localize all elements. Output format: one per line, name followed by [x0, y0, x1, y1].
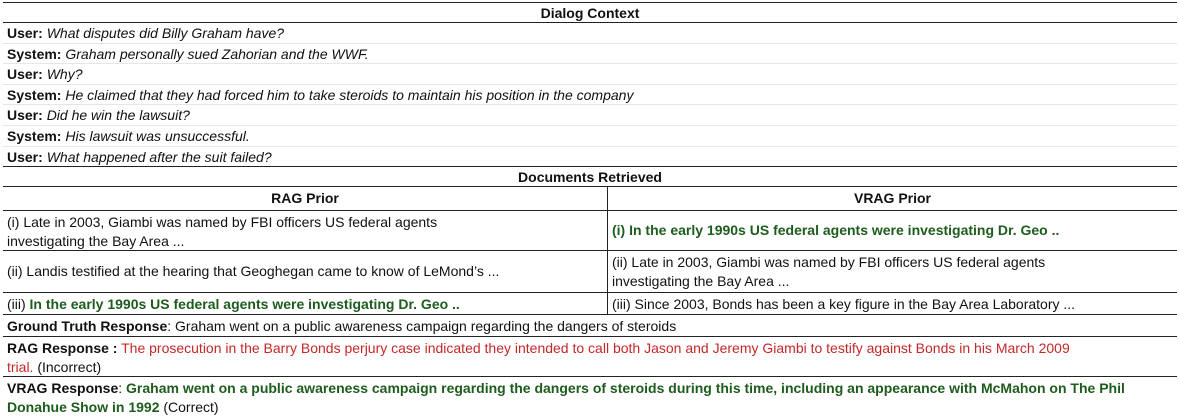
speaker-label: System: [7, 127, 62, 144]
speaker-label: User: [7, 148, 43, 165]
rag-document: (ii) Landis testified at the hearing that Geoghegan came to know of LeMond’s ... [3, 251, 608, 292]
vrag-response-separator: : [118, 380, 127, 397]
speaker-label: User: [7, 107, 43, 124]
rag-response-text: The prosecution in the Barry Bonds perjury case indicated they intended to call both Jason and Jeremy Giambi to testify against Bonds in his March 2009 trial. [7, 340, 1070, 376]
dialog-turn [3, 85, 1177, 106]
dialog-turn [3, 105, 1177, 126]
document-row [3, 211, 1177, 251]
ground-truth-row [3, 315, 1177, 337]
vrag-response-verdict: (Correct) [163, 399, 219, 416]
dialog-turn [3, 23, 1177, 44]
comparison-table [3, 2, 1177, 417]
dialog-context-header: Dialog Context [3, 3, 1177, 23]
rag-document: (i) Late in 2003, Giambi was named by FBI officers US federal agents investigating the Bay Area ... [3, 211, 608, 250]
ground-truth-text: : Graham went on a public awareness campaign regarding the dangers of steroids [167, 318, 677, 335]
vrag-response-row [3, 377, 1177, 417]
rag-prior-header: RAG Prior [3, 187, 608, 210]
prior-header-row [3, 187, 1177, 211]
dialog-turn [3, 64, 1177, 85]
dialog-turn [3, 147, 1177, 168]
rag-response-label: RAG Response : [7, 340, 118, 357]
document-row [3, 251, 1177, 293]
vrag-prior-header: VRAG Prior [853, 190, 931, 207]
utterance: He claimed that they had forced him to take steroids to maintain his position in the company [65, 86, 634, 103]
documents-retrieved-header: Documents Retrieved [3, 167, 1177, 187]
document-row [3, 293, 1177, 315]
speaker-label: System: [7, 45, 62, 62]
utterance: Did he win the lawsuit? [46, 107, 190, 124]
speaker-label: System: [7, 86, 62, 103]
utterance: What disputes did Billy Graham have? [46, 25, 285, 41]
vrag-document: (iii) Since 2003, Bonds has been a key figure in the Bay Area Laboratory ... [612, 296, 1076, 313]
vrag-response-label: VRAG Response [7, 380, 119, 397]
utterance: Graham personally sued Zahorian and the WWF. [65, 45, 369, 62]
speaker-label: User: [7, 25, 43, 41]
ground-truth-label: Ground Truth Response [7, 318, 168, 335]
vrag-document: (ii) Late in 2003, Giambi was named by FBI officers US federal agents investigating the Bay Area ... [612, 254, 1046, 290]
rag-response-verdict: (Incorrect) [37, 359, 102, 376]
utterance: Why? [46, 66, 83, 83]
rag-document-prefix: (iii) [7, 296, 30, 313]
speaker-label: User: [7, 66, 43, 83]
rag-document-highlight: In the early 1990s US federal agents were investigating Dr. Geo .. [29, 296, 460, 313]
rag-response-row [3, 337, 1177, 377]
dialog-turn [3, 126, 1177, 147]
vrag-document: (i) In the early 1990s US federal agents were investigating Dr. Geo .. [612, 222, 1060, 239]
utterance: His lawsuit was unsuccessful. [65, 127, 250, 144]
utterance: What happened after the suit failed? [46, 148, 272, 165]
dialog-turn [3, 44, 1177, 65]
vrag-response-text: Graham went on a public awareness campaign regarding the dangers of steroids during this time, including an appearance with McMahon on The Phil Donahue Show in 1992 [7, 380, 1125, 416]
rag-document [3, 293, 608, 314]
